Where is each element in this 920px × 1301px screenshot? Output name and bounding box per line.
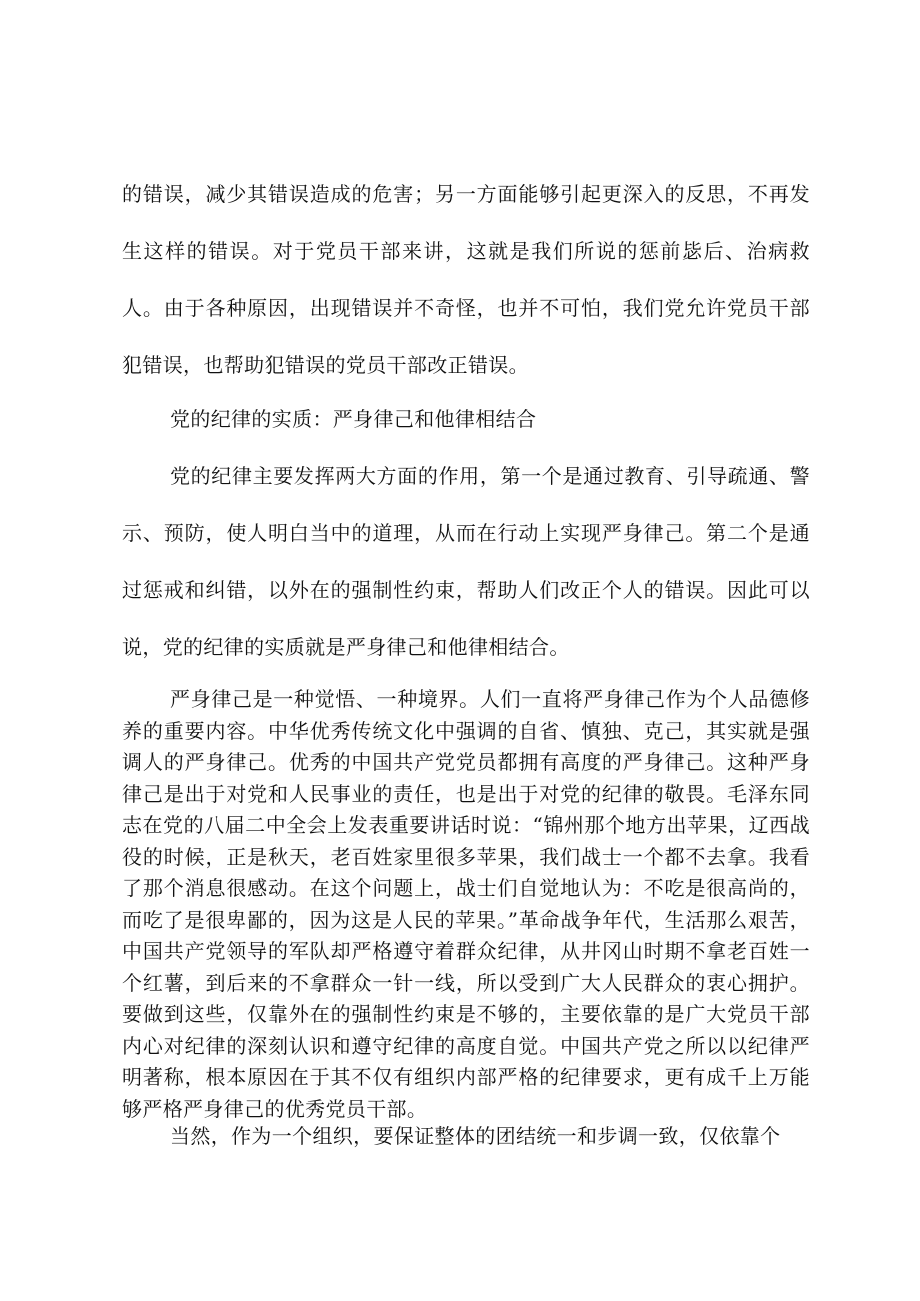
paragraph-discipline-role: 党的纪律主要发挥两大方面的作用，第一个是通过教育、引导疏通、警示、预防，使人明白当中的道理，从而在行动上实现严身律己。第二个是通过惩戒和纠错，以外在的强制性约束，帮助人们改正个人的错误。因此可以说，党的纪律的实质就是严身律己和他律相结合。 <box>122 464 810 659</box>
paragraph-organization: 当然，作为一个组织，要保证整体的团结统一和步调一致，仅依靠个 <box>170 1124 781 1148</box>
paragraph-continuation: 的错误，减少其错误造成的危害；另一方面能够引起更深入的反思，不再发生这样的错误。对于党员干部来讲，这就是我们所说的惩前毖后、治病救人。由于各种原因，出现错误并不奇怪，也并不可怕，我们党允许党员干部犯错误，也帮助犯错误的党员干部改正错误。 <box>122 182 810 377</box>
section-heading: 党的纪律的实质：严身律己和他律相结合 <box>170 407 537 431</box>
paragraph-self-discipline: 严身律己是一种觉悟、一种境界。人们一直将严身律己作为个人品德修养的重要内容。中华优秀传统文化中强调的自省、慎独、克己，其实就是强调人的严身律己。优秀的中国共产党党员都拥有高度的严身律己。这种严身律己是出于对党和人民事业的责任，也是出于对党的纪律的敬畏。毛泽东同志在党的八届二中全会上发表重要讲话时说：“锦州那个地方出苹果，辽西战役的时候，正是秋天，老百姓家里很多苹果，我们战士一个都不去拿。我看了那个消息很感动。在这个问题上，战士们自觉地认为：不吃是很高尚的，而吃了是很卑鄙的，因为这是人民的苹果。”革命战争年代，生活那么艰苦，中国共产党领导的军队却严格遵守着群众纪律，从井冈山时期不拿老百姓一个红薯，到后来的不拿群众一针一线，所以受到广大人民群众的衷心拥护。要做到这些，仅靠外在的强制性约束是不够的，主要依靠的是广大党员干部内心对纪律的深刻认识和遵守纪律的高度自觉。中国共产党之所以以纪律严明著称，根本原因在于其不仅有组织内部严格的纪律要求，更有成千上万能够严格严身律己的优秀党员干部。 <box>122 687 810 1121</box>
